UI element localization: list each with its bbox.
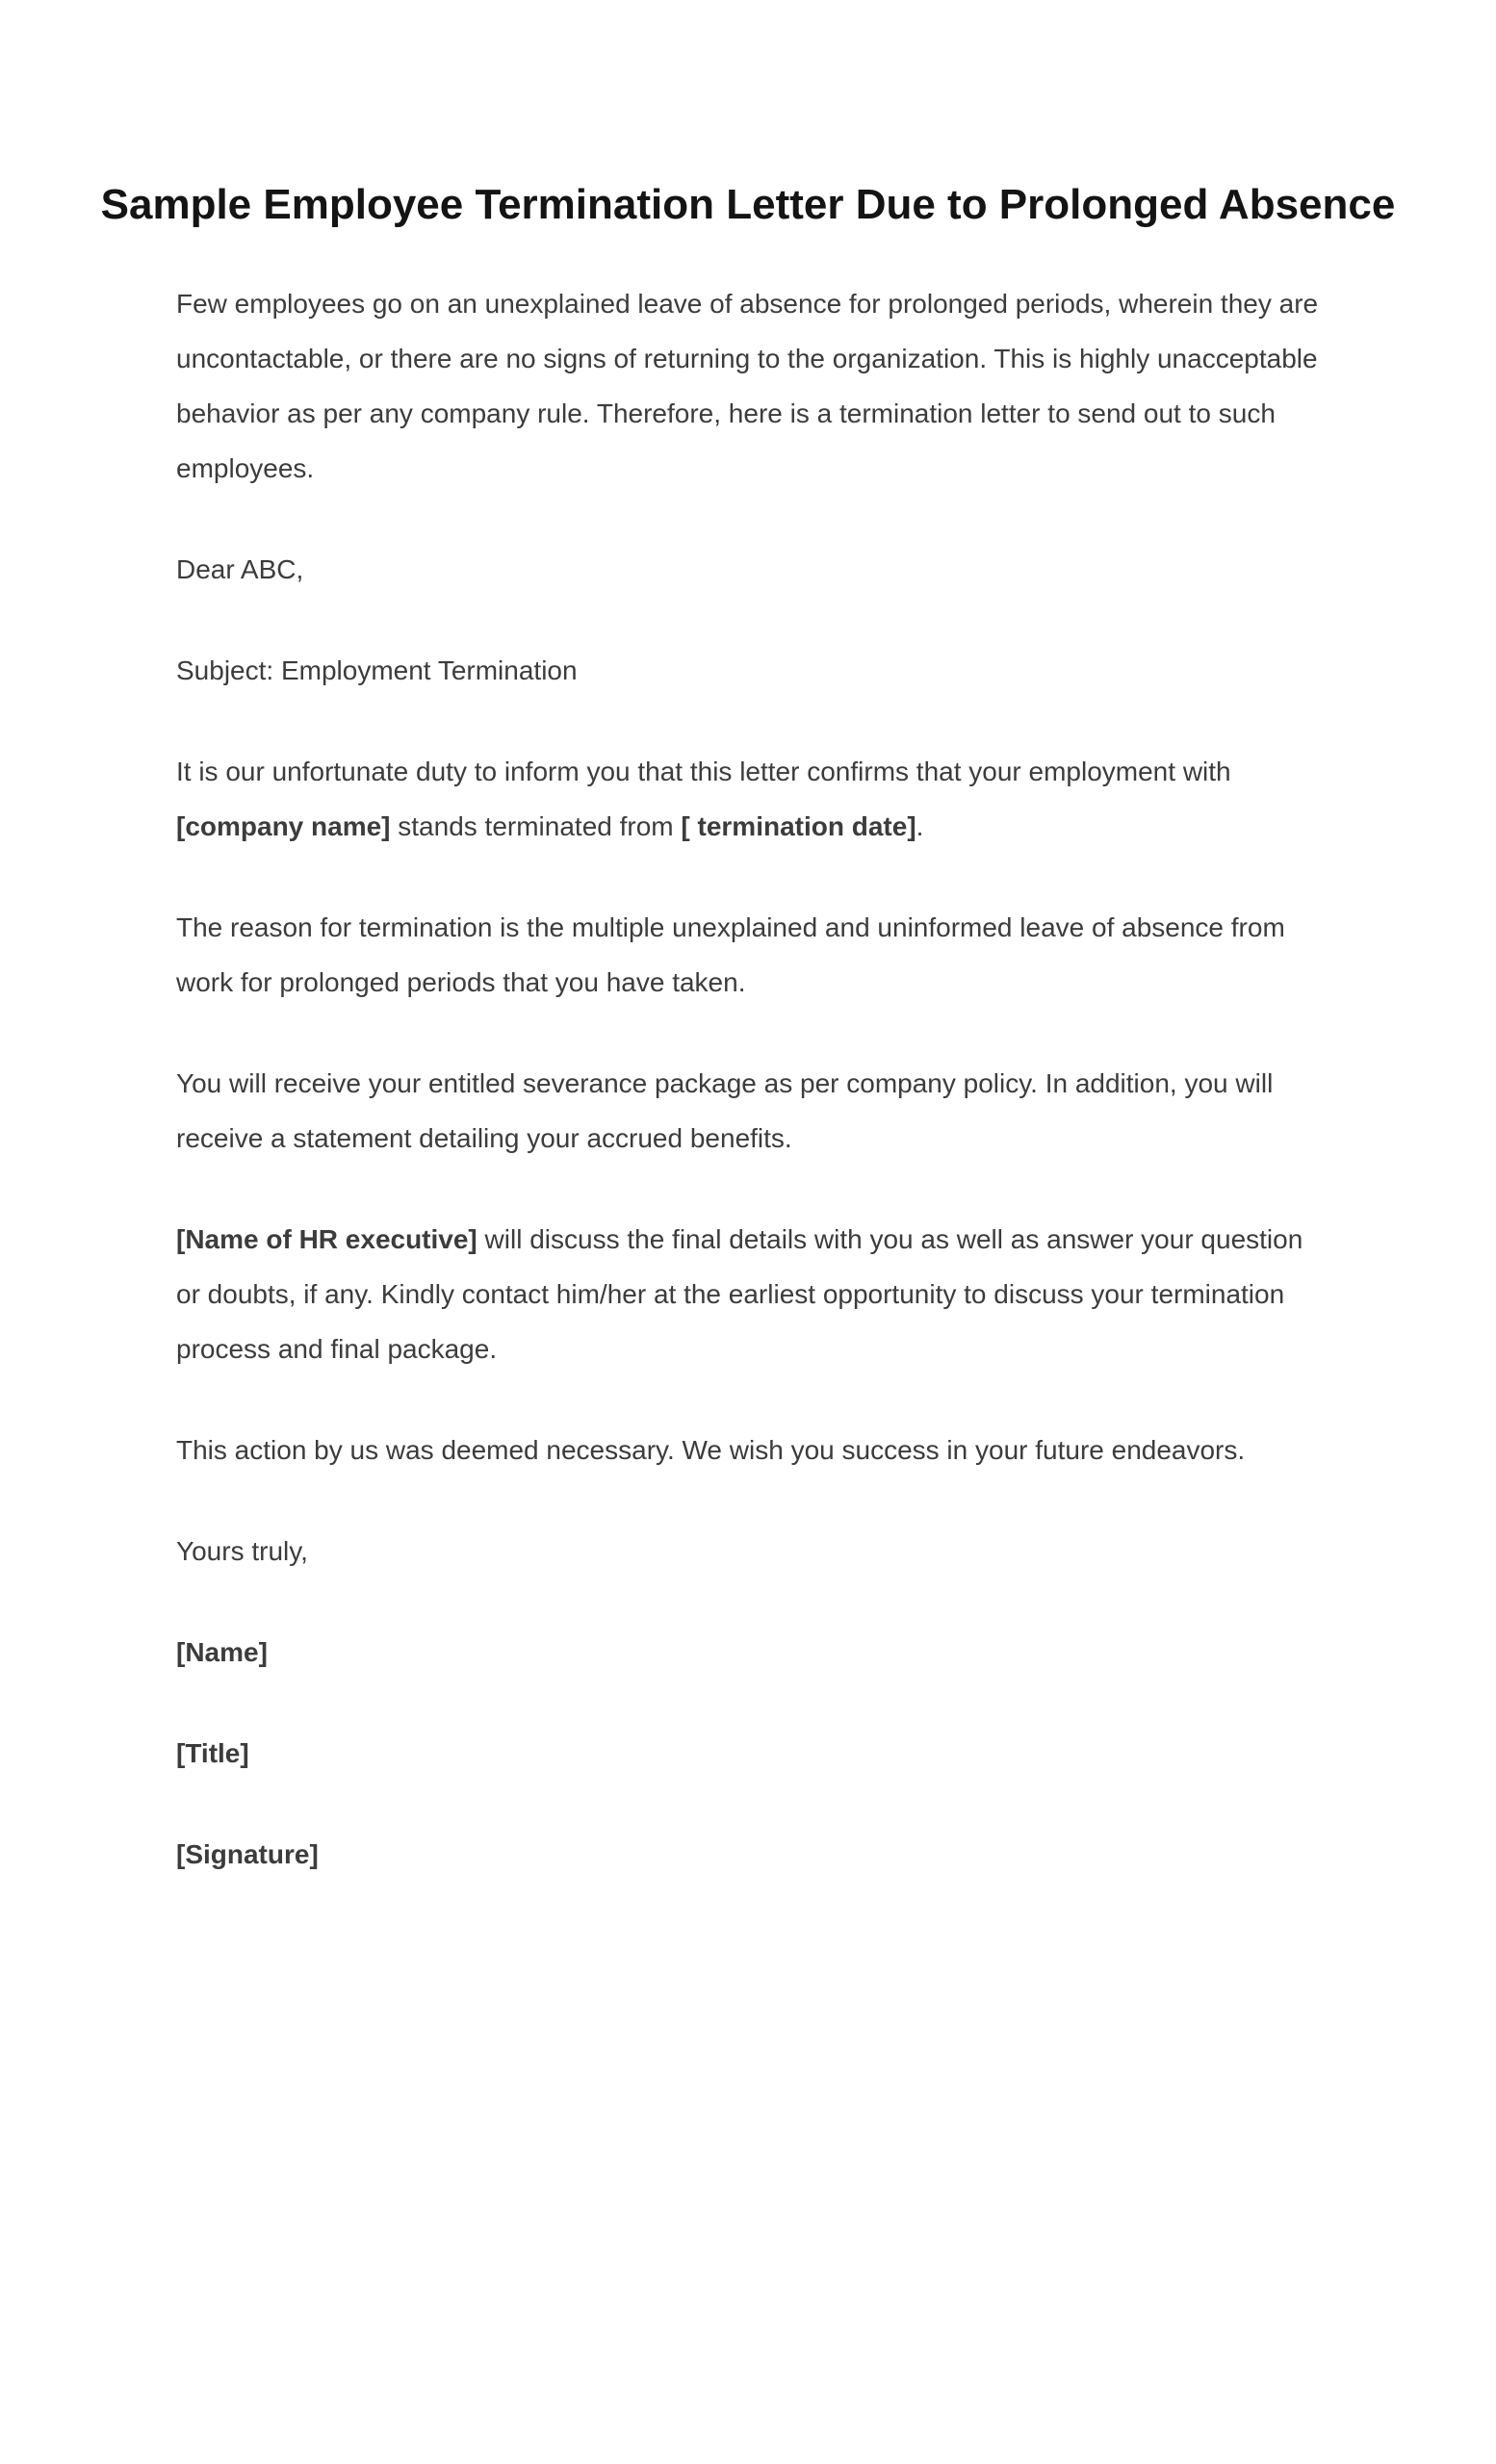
text-run: stands terminated from	[390, 811, 682, 841]
termination-reason	[176, 900, 1320, 1010]
bold-text-run: [Name of HR executive]	[176, 1224, 477, 1254]
page-title: Sample Employee Termination Letter Due to Prolonged Absence	[100, 181, 1396, 228]
bold-text-run: [Title]	[176, 1738, 249, 1768]
text-run: Few employees go on an unexplained leave of absence for prolonged periods, wherein they are uncontactable, or there are no signs of returning to the organization. This is highly unacceptable behavior as per any company rule. Therefore, here is a termination letter to send out to such employees.	[176, 289, 1319, 483]
text-run: Dear ABC,	[176, 554, 304, 584]
bold-text-run: [Name]	[176, 1637, 268, 1667]
salutation	[176, 542, 1320, 597]
text-run: It is our unfortunate duty to inform you that this letter confirms that your employment with	[176, 757, 1231, 786]
text-run: You will receive your entitled severance package as per company policy. In addition, you will receive a statement detailing your accrued benefits.	[176, 1068, 1274, 1153]
severance-info	[176, 1056, 1320, 1166]
letter-body	[176, 276, 1320, 1882]
bold-text-run: [company name]	[176, 811, 391, 841]
closing-remark	[176, 1423, 1320, 1477]
text-run: Subject: Employment Termination	[176, 655, 578, 685]
bold-text-run: [ termination date]	[681, 811, 916, 841]
bold-text-run: [Signature]	[176, 1839, 319, 1869]
hr-contact-info	[176, 1212, 1320, 1376]
valediction	[176, 1524, 1320, 1578]
text-run: The reason for termination is the multiple unexplained and uninformed leave of absence from work for prolonged periods that you have taken.	[176, 912, 1285, 997]
text-run: .	[916, 811, 924, 841]
signature-name-placeholder	[176, 1625, 1320, 1680]
text-run: This action by us was deemed necessary. We wish you success in your future endeavors.	[176, 1435, 1246, 1465]
signature-title-placeholder	[176, 1726, 1320, 1781]
text-run: Yours truly,	[176, 1536, 308, 1566]
intro-paragraph	[176, 276, 1320, 496]
text-run: will discuss the final details with you as well as answer your question or doubts, if any. Kindly contact him/her at the earliest opportunity to discuss your termination process and final package.	[176, 1224, 1303, 1364]
subject-line	[176, 643, 1320, 698]
signature-sign-placeholder	[176, 1827, 1320, 1882]
termination-statement	[176, 744, 1320, 854]
